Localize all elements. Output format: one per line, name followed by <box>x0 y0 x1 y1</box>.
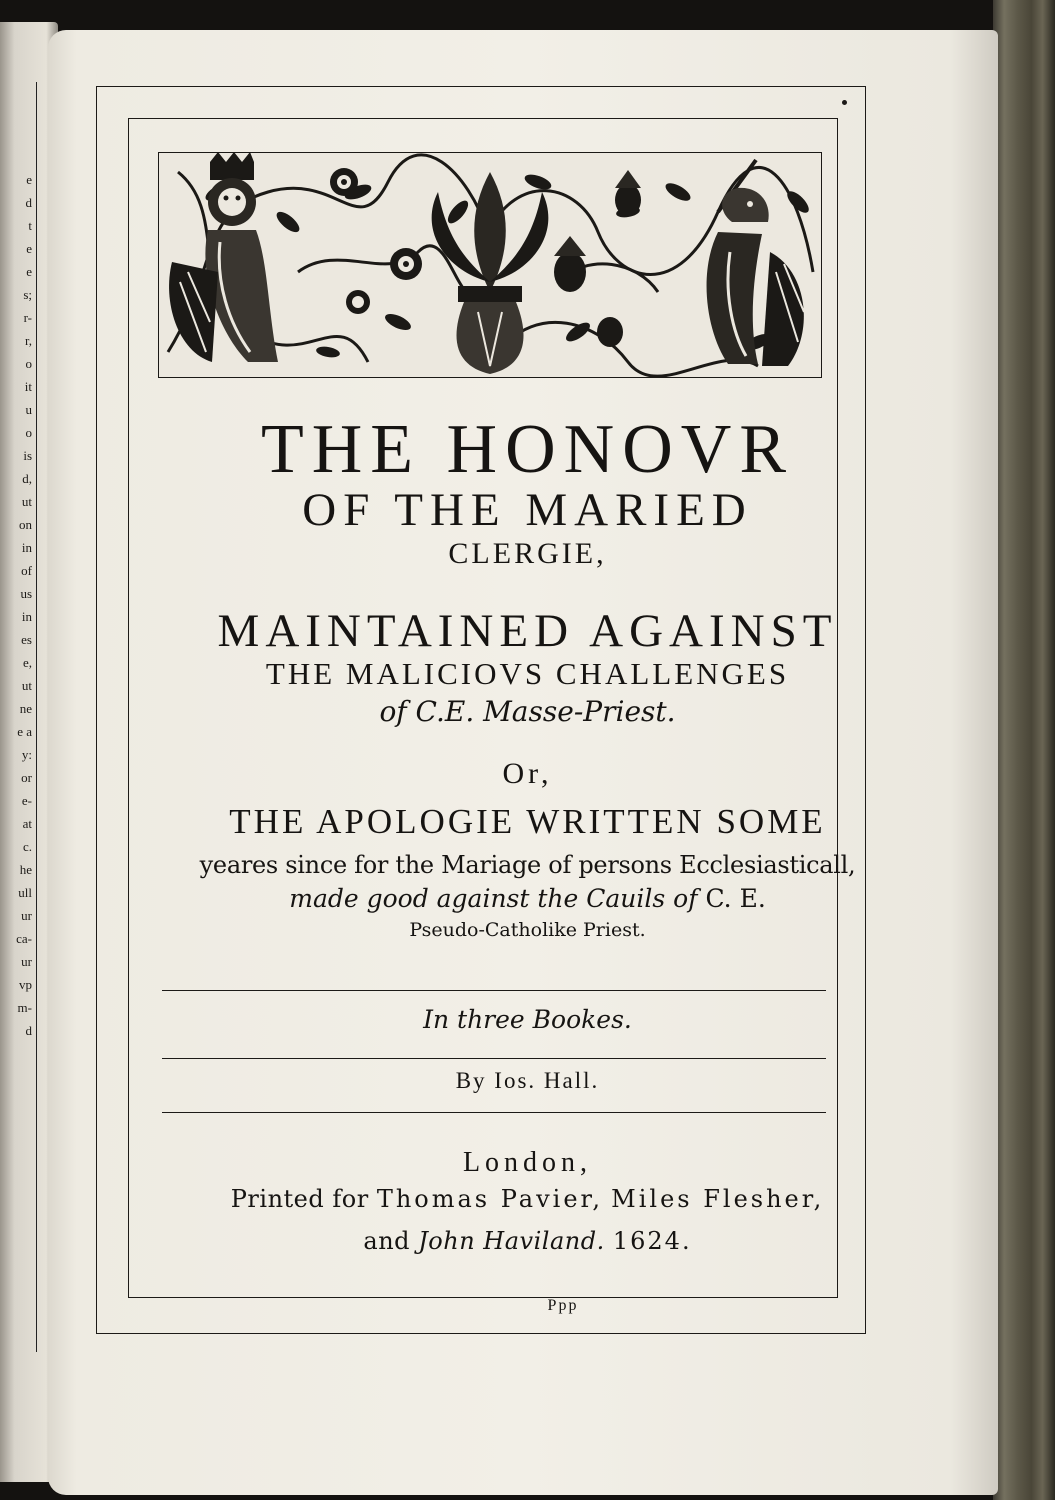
left-page-fragment: es <box>21 632 32 647</box>
title-line-3: CLERGIE, <box>448 537 607 570</box>
woodcut-headpiece <box>158 152 822 378</box>
imprint-place: London, <box>462 1147 593 1178</box>
or-connector: Or, <box>502 757 553 790</box>
books-note: In three Bookes. <box>423 1005 632 1034</box>
left-page-fragment: on <box>19 517 32 532</box>
left-page-fragment: in <box>21 609 32 624</box>
left-page-fragment: d, <box>22 471 32 486</box>
left-page-fragment: or <box>21 770 32 785</box>
left-page-fragment: y: <box>21 747 32 762</box>
left-page-fragment: e <box>26 241 32 256</box>
left-page-fragment: it <box>24 379 32 394</box>
apologie-ce: C. E. <box>705 884 766 913</box>
left-page-fragment: ur <box>21 954 32 969</box>
left-page-fragment: e, <box>22 655 32 670</box>
left-page-fragment: d <box>25 195 32 210</box>
left-page-fragment: e <box>26 264 32 279</box>
left-page-fragment: c. <box>22 839 32 854</box>
imprint-year: 1624. <box>612 1227 692 1255</box>
left-page-fragment: vp <box>19 977 32 992</box>
imprint-printer-flesher: Miles Flesher, <box>611 1185 825 1213</box>
left-page-fragment: ur <box>21 908 32 923</box>
imprint-printer-pavier: Thomas Pavier, <box>376 1185 604 1213</box>
ink-speck <box>842 100 847 105</box>
left-page-fragment: ull <box>18 885 32 900</box>
left-page-fragment: o <box>25 356 32 371</box>
left-page-fragment: ca- <box>16 931 32 946</box>
left-page-fragment: s; <box>23 287 32 302</box>
left-page-fragment: r, <box>24 333 32 348</box>
author-line: By Ios. Hall. <box>455 1068 600 1093</box>
left-page-fragment: ut <box>21 494 32 509</box>
left-page-fragment: in <box>21 540 32 555</box>
left-page-fragment: d <box>25 1023 32 1038</box>
signature-mark: Ppp <box>547 1297 579 1314</box>
left-page-fragment: t <box>28 218 32 233</box>
subtitle-line-1: MAINTAINED AGAINST <box>217 605 838 657</box>
left-page-fragment: ut <box>21 678 32 693</box>
subtitle-line-3 <box>0 694 1055 730</box>
left-page-fragment: e- <box>21 793 32 808</box>
left-page-fragment: is <box>23 448 32 463</box>
left-page-fragment: us <box>20 586 32 601</box>
divider-rule-1 <box>162 990 826 991</box>
left-page-fragment: e <box>26 172 32 187</box>
imprint-printer-haviland: John Haviland. <box>418 1227 605 1255</box>
title-line-1: THE HONOVR <box>260 411 795 488</box>
apologie-line-3 <box>0 882 1055 916</box>
imprint-and: and <box>363 1227 411 1255</box>
imprint-final <box>0 1222 1055 1260</box>
apologie-cauils: made good against the Cauils of <box>289 884 698 913</box>
title-line-2: OF THE MARIED <box>302 484 753 536</box>
subtitle-of-ce: of C.E. <box>379 695 475 728</box>
left-page-fragment: ne <box>19 701 32 716</box>
divider-rule-2 <box>162 1058 826 1059</box>
subtitle-line-2: THE MALICIOVS CHALLENGES <box>265 656 790 691</box>
page-edge <box>993 0 1055 1500</box>
left-page-fragment: he <box>19 862 32 877</box>
imprint-printers <box>0 1180 1055 1218</box>
left-page-fragment: e a <box>17 724 32 739</box>
subtitle-masse-priest: Masse-Priest. <box>483 695 676 728</box>
apologie-line-2: yeares since for the Mariage of persons Ecclesiasticall, <box>199 851 856 879</box>
left-page-fragment: m- <box>17 1000 32 1015</box>
apologie-line-4: Pseudo-Catholike Priest. <box>409 919 646 941</box>
imprint-printed-for: Printed for <box>230 1185 369 1213</box>
left-page-fragment: r- <box>23 310 32 325</box>
left-page-fragment: of <box>21 563 32 578</box>
left-page-fragment: o <box>25 425 32 440</box>
divider-rule-3 <box>162 1112 826 1113</box>
left-page-fragment: u <box>25 402 32 417</box>
apologie-line-1: THE APOLOGIE WRITTEN SOME <box>229 802 826 841</box>
left-page-fragment: at <box>22 816 32 831</box>
